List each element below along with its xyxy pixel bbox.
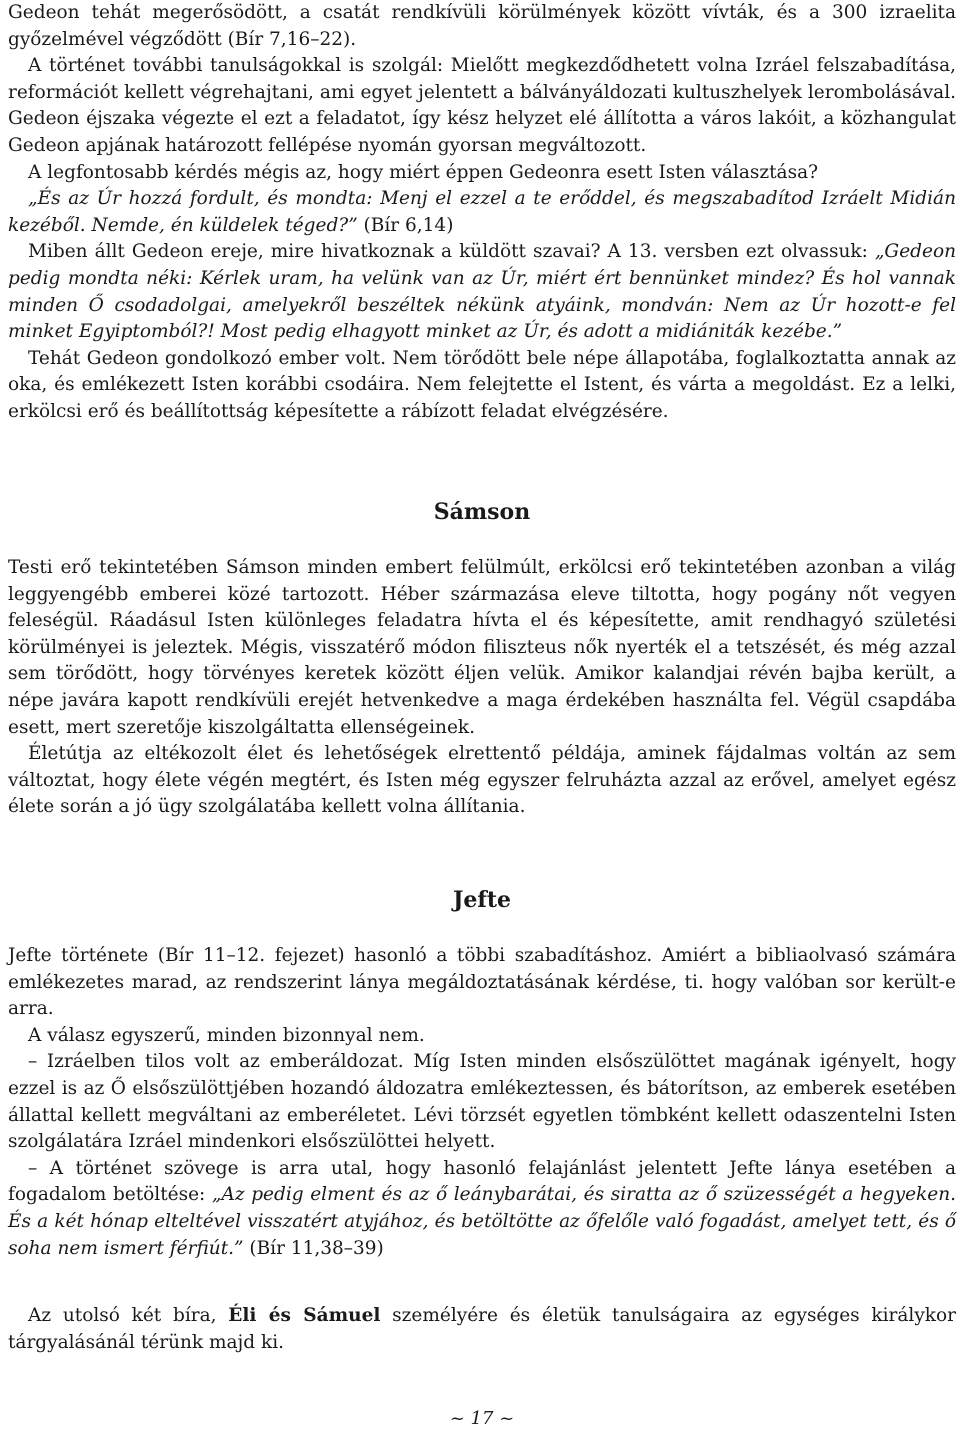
- bible-quote: „Az pedig elment és az ő leánybarátai, és siratta az ő szüzességét a hegyeken. És a két hónap elteltével visszatért atyjához, és betöltötte az őfelőle való fogadást, amelyet tett, és ő soha nem ismert férfiút.”: [8, 1184, 956, 1259]
- paragraph-text: – A történet szövege is arra utal, hogy hasonló felajánlást jelentett Jefte lánya esetében a fogadalom betöltése:: [8, 1157, 956, 1206]
- bible-reference: (Bír 11,38–39): [243, 1237, 384, 1259]
- paragraph: Jefte története (Bír 11–12. fejezet) hasonló a többi szabadításhoz. Amiért a bibliaolvasó számára emlékezetes marad, az rendszerint lánya megáldoztatásának kérdése, ti. hogy valóban sor került-e arra.: [8, 945, 956, 1020]
- bold-names: Éli és Sámuel: [228, 1305, 381, 1326]
- paragraph: [8, 186, 956, 239]
- jefte-section: [8, 943, 956, 1262]
- paragraph: Tehát Gedeon gondolkozó ember volt. Nem törődött bele népe állapotába, foglalkoztatta annak az oka, és emlékezett Isten korábbi csodáira. Nem felejtette el Istent, és várta a megoldást. Ez a lelki, erkölcsi erő és beállítottság képesítette a rábízott feladat elvégzésére.: [8, 347, 956, 422]
- bible-quote: „Gedeon pedig mondta néki: Kérlek uram, ha velünk van az Úr, miért ért bennünket mindez? És hol vannak minden Ő csodadolgai, amelyekről beszéltek nékünk atyáink, mondván: Nem az Úr hozott-e fel minket Egyiptomból?! Most pedig elhagyott minket az Úr, és adott a midiániták kezébe.”: [8, 241, 956, 343]
- section-heading-samson: Sámson: [433, 499, 531, 525]
- paragraph: A válasz egyszerű, minden bizonnyal nem.: [28, 1024, 425, 1046]
- bible-quote: „És az Úr hozzá fordult, és mondta: Menj el ezzel a te erőddel, és megszabadítod Izráelt Midián kezéből. Nemde, én küldelek téged?”: [8, 188, 956, 236]
- paragraph: [8, 1156, 956, 1262]
- paragraph: Testi erő tekintetében Sámson minden embert felülmúlt, erkölcsi erő tekintetében azonban a világ leggyengébb emberei közé tartozott. Héber származása eleve tiltotta, hogy pogány nőt vegyen feleségül. Ráadásul Isten különleges feladatra hívta el és képesítette, amit rendhagyó születési körülményei is jeleztek. Mégis, visszatérő módon filiszteus nők nyerték el a tetszését, és még azzal sem törődött, hogy törvényes keretek között éljen velük. Amikor kalandjai révén bajba került, a népe javára kapott rendkívüli erejét hetvenkedve a maga érdekében használta fel. Végül csapdába esett, mert szeretője kiszolgáltatta ellenségeinek.: [8, 557, 956, 738]
- closing-section: [8, 1303, 956, 1356]
- paragraph: [8, 239, 956, 345]
- paragraph: A történet további tanulságokkal is szolgál: Mielőtt megkezdődhetett volna Izráel felszabadítása, reformációt kellett végrehajtani, ami egyet jelentett a bálványáldozati kultuszhelyek lerombolásával. Gedeon éjszaka végezte el ezt a feladatot, így kész helyzet elé állította a város lakóit, a közhangulat Gedeon apjának határozott fellépése nyomán gyorsan megváltozott.: [8, 55, 956, 156]
- paragraph-text: személyére és életük tanulságaira az egységes királykor tárgyalásánál térünk majd ki.: [8, 1305, 956, 1353]
- samson-section: [8, 555, 956, 821]
- gedeon-section: [8, 0, 956, 426]
- section-heading-jefte: Jefte: [452, 887, 512, 913]
- paragraph: Életútja az eltékozolt élet és lehetőségek elrettentő példája, aminek fájdalmas voltán az sem változtat, hogy élete végén megtért, és Isten még egyszer felruházta azzal az erővel, amelyet egész élete során a jó ügy szolgálatába kellett volna állítania.: [8, 743, 956, 818]
- paragraph-text: Az utolsó két bíra,: [28, 1305, 229, 1326]
- page-number: ~ 17 ~: [449, 1408, 515, 1429]
- paragraph: – Izráelben tilos volt az emberáldozat. Míg Isten minden elsőszülöttet magának igényelt, hogy ezzel is az Ő elsőszülöttjében hozandó áldozatra emlékeztessen, és bátorítson, az emberek esetében állattal kellett megváltani az emberéletet. Lévi törzsét egyetlen tömbként kellett odaszentelni Isten szolgálatára Izráel mindenkori elsőszülöttei helyett.: [8, 1051, 956, 1153]
- paragraph: A legfontosabb kérdés mégis az, hogy miért éppen Gedeonra esett Isten választása?: [28, 161, 819, 183]
- bible-reference: (Bír 6,14): [357, 214, 454, 236]
- closing-paragraph: [8, 1303, 956, 1356]
- paragraph-text: Miben állt Gedeon ereje, mire hivatkoznak a küldött szavai? A 13. versben ezt olvassuk:: [28, 241, 875, 263]
- paragraph: Gedeon tehát megerősödött, a csatát rendkívüli körülmények között vívták, és a 300 izraelita győzelmével végződött (Bír 7,16–22).: [8, 2, 956, 50]
